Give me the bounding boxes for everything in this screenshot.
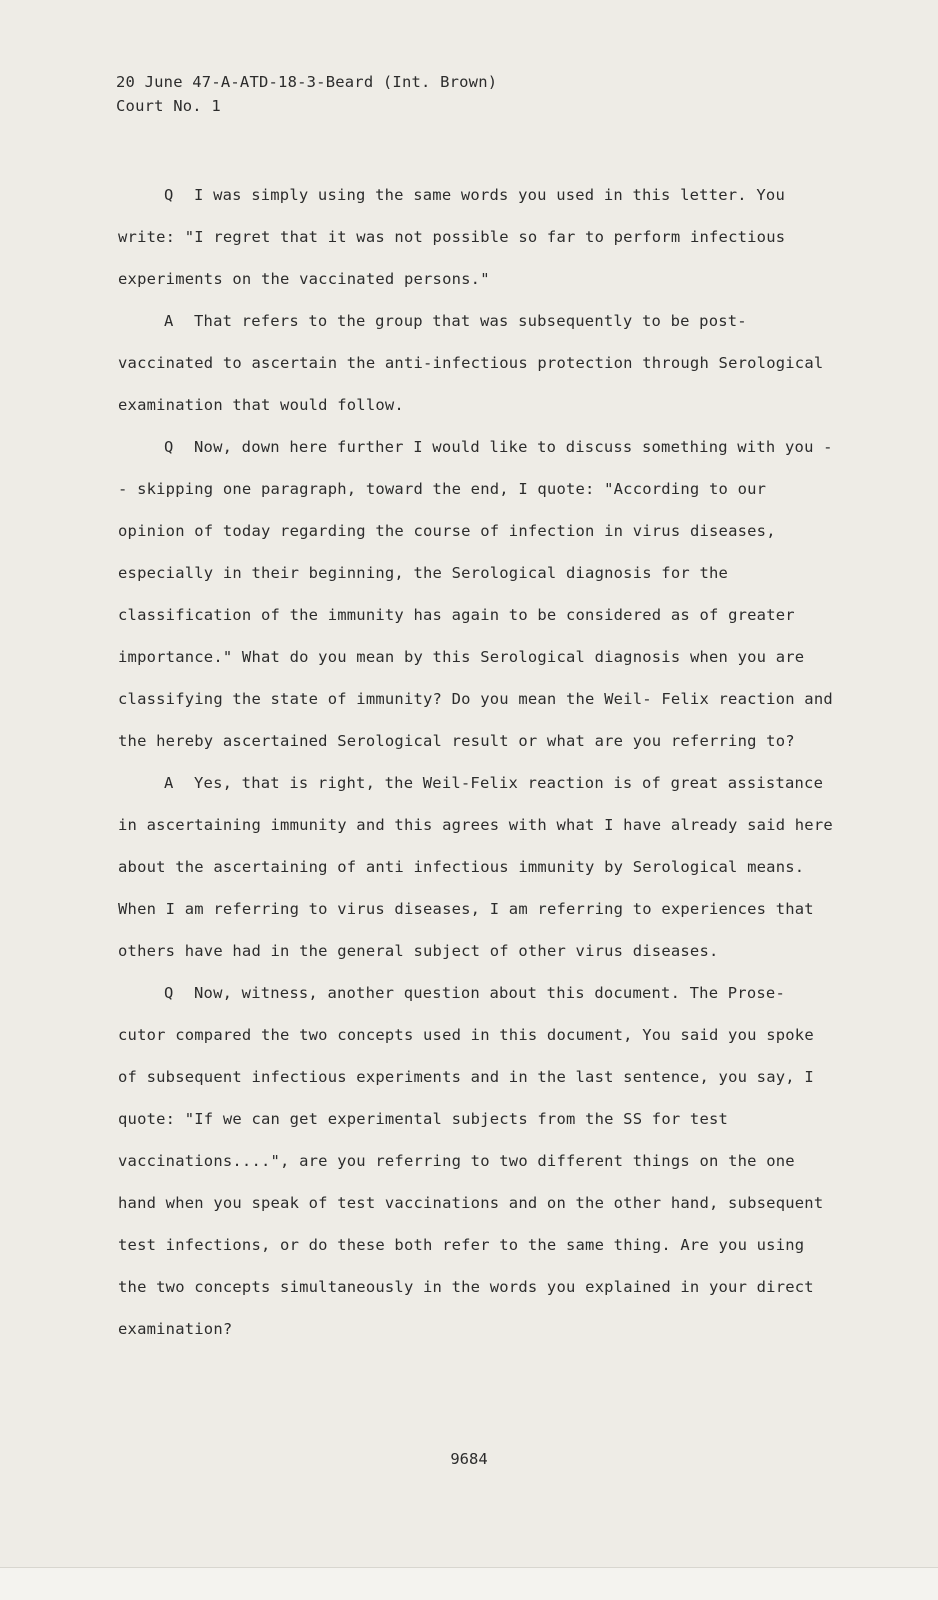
- line: you -- skipping one paragraph, toward the end, I quote: "According to: [118, 438, 833, 498]
- line: on the one hand when you speak of test vaccinations and on the other: [118, 1152, 795, 1212]
- line: You write: "I regret that it was not possible so far to perform: [118, 186, 785, 246]
- line: spoke of subsequent infectious experiments and in the last sentence,: [118, 1026, 814, 1086]
- line: cutor compared the two concepts used in this document, You said you: [118, 1026, 757, 1044]
- question-paragraph: [118, 972, 838, 1350]
- line: thing. Are you using the two concepts simultaneously in the words you: [118, 1236, 805, 1296]
- answer-paragraph: [118, 762, 838, 972]
- header-court-line: Court No. 1: [116, 97, 221, 115]
- speaker-marker: Q: [164, 186, 174, 204]
- line: Serological examination that would follow.: [118, 354, 824, 414]
- line: Now, down here further I would like to discuss something with: [194, 438, 776, 456]
- page-bottom-edge: [0, 1567, 938, 1600]
- line: Felix reaction and the hereby ascertained Serological result or what: [118, 690, 833, 750]
- question-paragraph: [118, 426, 838, 762]
- line: That refers to the group that was subsequently to be post-: [194, 312, 747, 330]
- line: of other virus diseases.: [489, 942, 719, 960]
- line: infectious experiments on the vaccinated persons.": [118, 228, 786, 288]
- header-reference-line: 20 June 47-A-ATD-18-3-Beard (Int. Brown): [116, 73, 498, 91]
- line: for test vaccinations....", are you referring to two different things: [118, 1110, 729, 1170]
- line: I was simply using the same words you used in this letter.: [194, 186, 747, 204]
- speaker-marker: A: [164, 312, 174, 330]
- transcript-body: [118, 174, 838, 1350]
- line: hand, subsequent test infections, or do these both refer to the same: [118, 1194, 824, 1254]
- line: Yes, that is right, the Weil-Felix reaction is of great: [194, 774, 719, 792]
- line: greater importance." What do you mean by this Serological diagnosis: [118, 606, 795, 666]
- line: already said here about the ascertaining of anti infectious immunity: [118, 816, 833, 876]
- line: when you are classifying the state of immunity? Do you mean the Weil-: [118, 648, 805, 708]
- speaker-marker: A: [164, 774, 174, 792]
- line: by Serological means. When I am referring to virus diseases, I am: [118, 858, 805, 918]
- header: [116, 70, 497, 118]
- line: are you referring to?: [594, 732, 795, 750]
- line: our opinion of today regarding the course of infection in virus: [118, 480, 767, 540]
- line: assistance in ascertaining immunity and this agrees with what I have: [118, 774, 824, 834]
- line: vaccinated to ascertain the anti-infectious protection through: [118, 354, 709, 372]
- speaker-marker: Q: [164, 984, 174, 1002]
- question-paragraph: [118, 174, 838, 300]
- line: diseases, especially in their beginning, the Serological diagnosis for: [118, 522, 776, 582]
- answer-paragraph: [118, 300, 838, 426]
- speaker-marker: Q: [164, 438, 174, 456]
- line: referring to experiences that others have had in the general subject: [118, 900, 814, 960]
- line: the classification of the immunity has again to be considered as of: [118, 564, 729, 624]
- page-number: 9684: [450, 1450, 488, 1468]
- line: Now, witness, another question about this document. The Prose-: [194, 984, 785, 1002]
- line: you say, I quote: "If we can get experimental subjects from the SS: [118, 1068, 814, 1128]
- line: explained in your direct examination?: [118, 1278, 814, 1338]
